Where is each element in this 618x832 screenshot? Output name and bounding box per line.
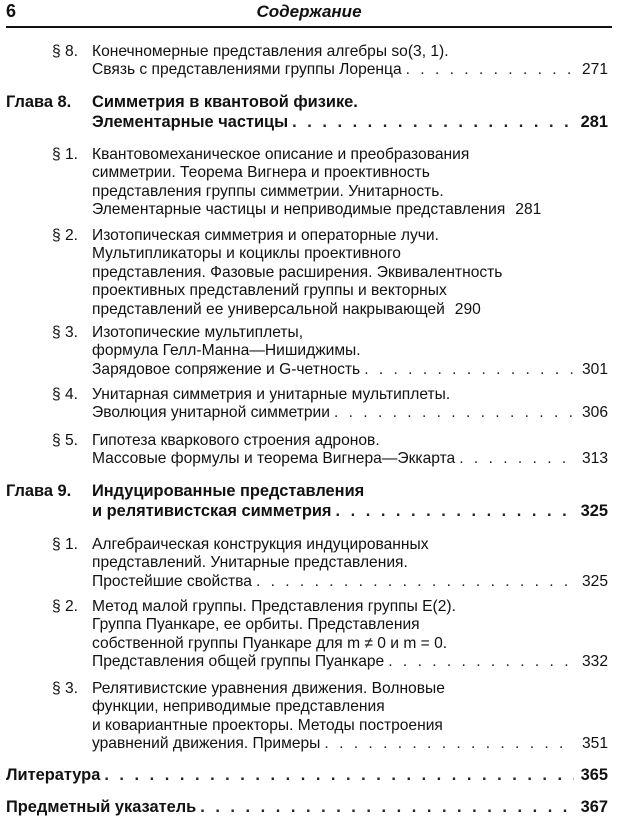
toc-entry-ch9-sec1[interactable]: [52, 536, 608, 591]
toc-chapter-8[interactable]: [6, 93, 608, 132]
section-number: § 1.: [52, 536, 79, 553]
toc-entry-ch7-sec8[interactable]: [52, 43, 608, 80]
page-ref: 313: [581, 450, 608, 468]
dot-leader: [334, 404, 574, 422]
entry-line: Группа Пуанкаре, ее орбиты. Представления: [92, 616, 420, 634]
entry-line: проективных представлений группы и векторных: [92, 282, 447, 300]
section-number: § 2.: [52, 598, 79, 615]
dot-leader: [104, 766, 574, 786]
page-ref: 290: [454, 300, 481, 318]
page-ref: 281: [580, 112, 608, 131]
dot-leader: [364, 361, 574, 379]
toc-entry-ch8-sec4[interactable]: [52, 386, 608, 423]
entry-line: Конечномерные представления алгебры so(3, 1).: [92, 43, 449, 60]
entry-line: Гипотеза кваркового строения адронов.: [92, 432, 380, 449]
entry-line: Элементарные частицы и неприводимые представления: [92, 201, 506, 219]
entry-line: Представления общей группы Пуанкаре: [92, 653, 385, 671]
entry-line: Квантовомеханическое описание и преобразования: [92, 146, 470, 163]
section-number: § 8.: [52, 43, 79, 60]
section-number: § 2.: [52, 227, 79, 244]
entry-line: Релятивистские уравнения движения. Волновые: [92, 680, 445, 697]
entry-line: представления. Фазовые расширения. Эквивалентность: [92, 263, 503, 281]
entry-line: Алгебраическая конструкция индуцированных: [92, 536, 429, 553]
entry-line: Зарядовое сопряжение и G-четность: [92, 360, 361, 378]
entry-line: Простейшие свойства: [92, 572, 252, 590]
dot-leader: [406, 61, 574, 79]
entry-line: и ковариантные проекторы. Методы построения: [92, 716, 443, 734]
entry-line: функции, неприводимые представления: [92, 698, 385, 716]
entry-line: представлений. Унитарные представления.: [92, 554, 408, 572]
page-ref: 325: [581, 572, 608, 590]
chapter-title-line: Элементарные частицы: [92, 112, 289, 131]
entry-line: Эволюция унитарной симметрии: [92, 404, 330, 422]
dot-leader: [388, 653, 574, 671]
entry-line: уравнений движения. Примеры: [92, 735, 321, 753]
section-number: § 3.: [52, 680, 79, 697]
page-ref: 306: [581, 404, 608, 422]
dot-leader: [324, 735, 574, 753]
page-ref: 271: [581, 61, 608, 79]
section-number: § 1.: [52, 146, 79, 163]
toc-entry-ch8-sec3[interactable]: [52, 324, 608, 379]
section-number: § 3.: [52, 324, 79, 341]
back-matter-title: Предметный указатель: [6, 798, 197, 816]
section-number: § 4.: [52, 386, 79, 403]
dot-leader: [200, 798, 574, 818]
page-ref: 332: [581, 653, 608, 671]
entry-line: Связь с представлениями группы Лоренца: [92, 61, 402, 79]
dot-leader: [336, 502, 575, 522]
page-ref: 325: [580, 501, 608, 520]
chapter-number: Глава 8.: [6, 93, 72, 111]
toc-entry-ch9-sec2[interactable]: [52, 598, 608, 672]
toc-entry-ch9-sec3[interactable]: [52, 680, 608, 754]
running-title: Содержание: [256, 2, 362, 21]
entry-line: Изотопические мультиплеты,: [92, 324, 304, 341]
dot-leader: [256, 573, 574, 591]
entry-line: Массовые формулы и теорема Вигнера—Эккарта: [92, 450, 456, 468]
page-ref: 301: [581, 360, 608, 378]
toc-entry-ch8-sec2[interactable]: [52, 227, 608, 319]
chapter-title-line: и релятивистская симметрия: [92, 501, 332, 520]
page-ref: 281: [515, 201, 542, 219]
page-ref: 365: [580, 766, 608, 784]
toc-chapter-9[interactable]: [6, 482, 608, 521]
dot-leader: [292, 113, 574, 133]
toc-entry-ch8-sec1[interactable]: [52, 146, 608, 220]
toc-subject-index[interactable]: [6, 798, 608, 818]
page-number: 6: [6, 1, 17, 21]
entry-line: представления группы симметрии. Унитарность.: [92, 182, 444, 200]
entry-line: собственной группы Пуанкаре для m ≠ 0 и m = 0.: [92, 634, 448, 652]
entry-line: Метод малой группы. Представления группы E(2).: [92, 598, 456, 615]
entry-line: представлений ее универсальной накрывающей: [92, 300, 445, 318]
entry-line: Унитарная симметрия и унитарные мультиплеты.: [92, 386, 451, 403]
entry-line: формула Гелл-Манна—Нишиджимы.: [92, 342, 361, 360]
chapter-title-line: Индуцированные представления: [92, 482, 365, 500]
dot-leader: [459, 450, 574, 468]
running-header: [6, 0, 612, 28]
toc-bibliography[interactable]: [6, 766, 608, 786]
chapter-number: Глава 9.: [6, 482, 72, 500]
entry-line: Изотопическая симметрия и операторные лучи.: [92, 227, 439, 244]
page-ref: 351: [581, 735, 608, 753]
entry-line: симметрии. Теорема Вигнера и проективность: [92, 164, 430, 182]
page-ref: 367: [580, 798, 608, 816]
back-matter-title: Литература: [6, 766, 101, 784]
toc-entry-ch8-sec5[interactable]: [52, 432, 608, 469]
section-number: § 5.: [52, 432, 79, 449]
entry-line: Мультипликаторы и коциклы проективного: [92, 245, 401, 263]
chapter-title-line: Симметрия в квантовой физике.: [92, 93, 358, 111]
